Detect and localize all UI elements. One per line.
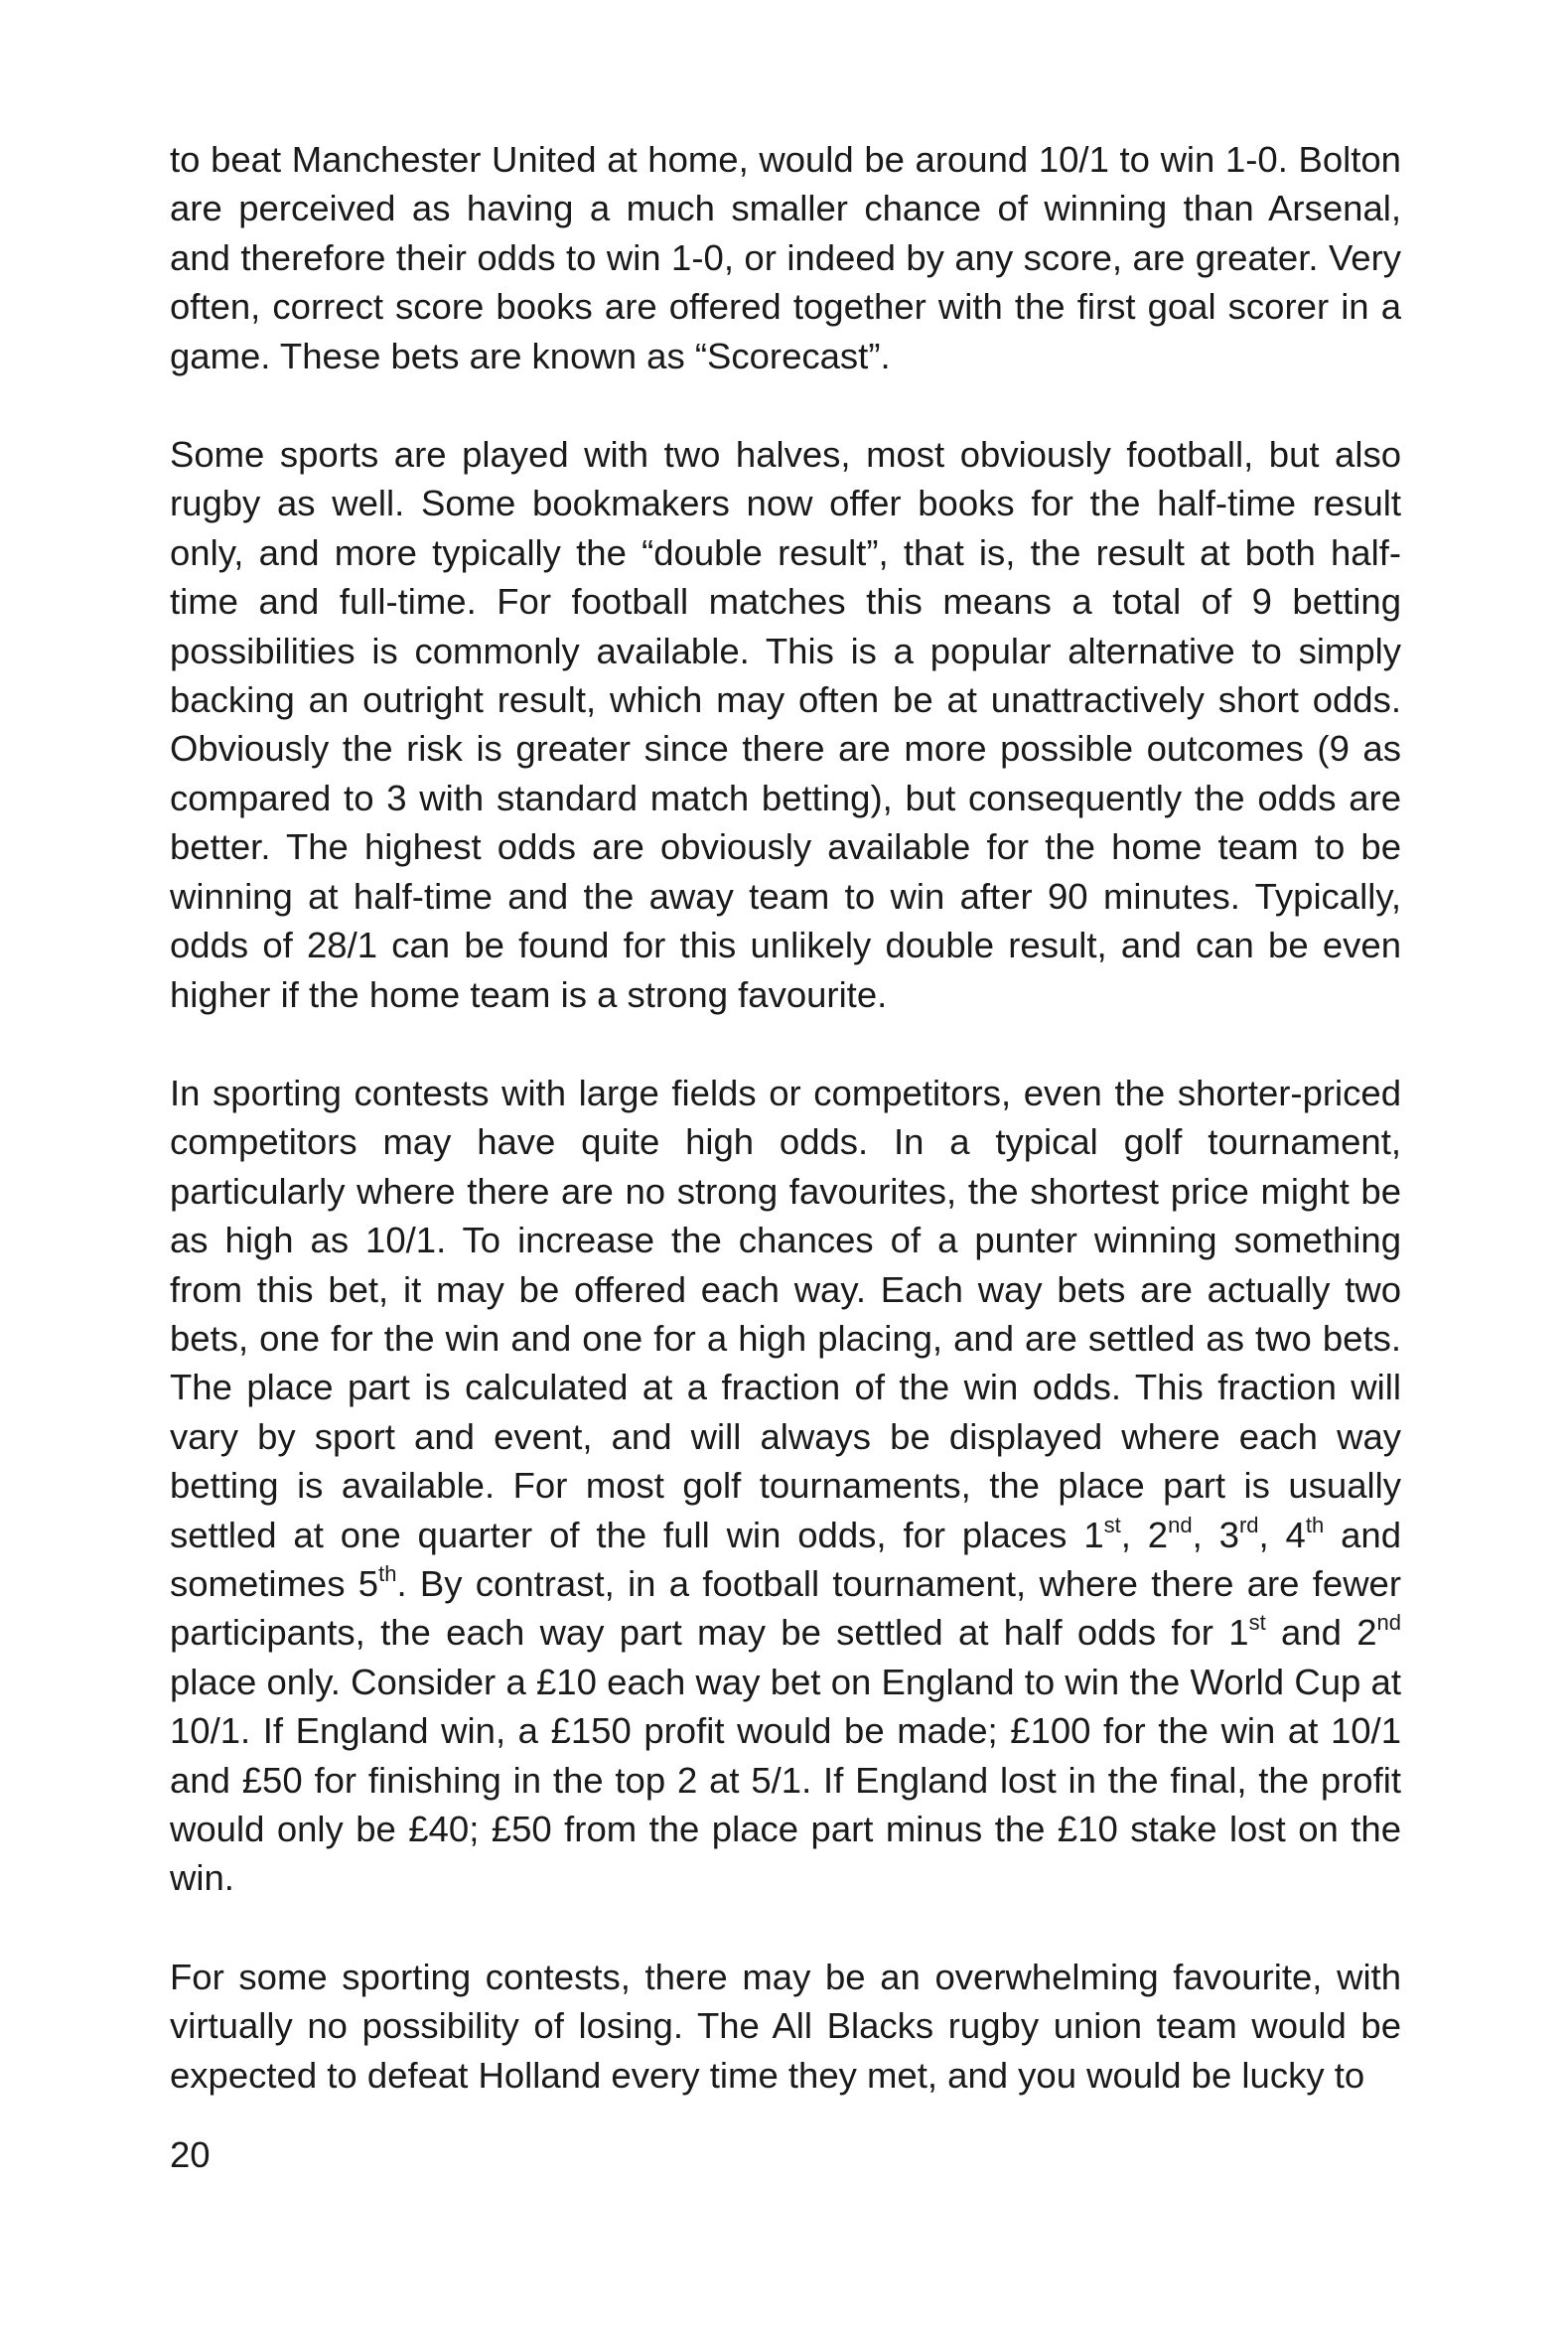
ordinal-suffix: th <box>378 1560 397 1586</box>
paragraph-2: Some sports are played with two halves, most obviously football, but also rugby as well. Some bookmakers now offer books for the half-time result only, and more typically the “double result”, that is, the result at both half-time and full-time. For football matches this means a total of 9 betting possibilities is commonly available. This is a popular alternative to simply backing an outright result, which may often be at unattractively short odds. Obviously the risk is greater since there are more possible outcomes (9 as compared to 3 with standard match betting), but consequently the odds are better. The highest odds are obviously available for the home team to be winning at half-time and the away team to win after 90 minutes. Typically, odds of 28/1 can be found for this unlikely double result, and can be even higher if the home team is a strong favourite. <box>170 434 1401 1015</box>
paragraph-3 <box>170 1069 1401 1903</box>
ordinal-suffix: st <box>1103 1512 1121 1537</box>
paragraph-4: For some sporting contests, there may be an overwhelming favourite, with virtually no possibility of losing. The All Blacks rugby union team would be expected to defeat Holland every time they met, and you would be lucky to <box>170 1956 1401 2096</box>
ordinal-suffix: nd <box>1168 1512 1193 1537</box>
paragraph-3-text: In sporting contests with large fields or competitors, even the shorter-priced competitors may have quite high odds. In a typical golf tournament, particularly where there are no strong favourites, the shortest price might be as high as 10/1. To increase the chances of a punter winning something from this bet, it may be offered each way. Each way bets are actually two bets, one for the win and one for a high placing, and are settled as two bets. The place part is calculated at a fraction of the win odds. This fraction will vary by sport and event, and will always be displayed where each way betting is available. For most golf tournaments, the place part is usually settled at one quarter of the full win odds, for places 1 <box>170 1072 1401 1555</box>
page-body <box>170 135 1401 2100</box>
paragraph-3-text: , 4 <box>1258 1514 1306 1555</box>
paragraph-1: to beat Manchester United at home, would be around 10/1 to win 1-0. Bolton are perceived as having a much smaller chance of winning than Arsenal, and therefore their odds to win 1-0, or indeed by any score, are greater. Very often, correct score books are offered together with the first goal scorer in a game. These bets are known as “Scorecast”. <box>170 139 1401 376</box>
ordinal-suffix: nd <box>1376 1610 1401 1636</box>
ordinal-suffix: st <box>1248 1610 1266 1636</box>
paragraph-3-text: and 2 <box>1265 1612 1377 1654</box>
ordinal-suffix: rd <box>1238 1512 1259 1537</box>
paragraph-3-text: . By contrast, in a football tournament, where there are fewer participants, the each way part may be settled at half odds for 1 <box>170 1562 1402 1654</box>
page-number: 20 <box>170 2134 211 2175</box>
paragraph-3-text: and sometimes 5 <box>170 1514 1401 1604</box>
ordinal-suffix: th <box>1305 1512 1325 1537</box>
paragraph-3-text: , 3 <box>1192 1514 1239 1555</box>
paragraph-3-text: , 2 <box>1120 1514 1169 1555</box>
paragraph-3-text: place only. Consider a £10 each way bet on England to win the World Cup at 10/1. If England win, a £150 profit would be made; £100 for the win at 10/1 and £50 for finishing in the top 2 at 5/1. If England lost in the final, the profit would only be £40; £50 from the place part minus the £10 stake lost on the win. <box>170 1661 1401 1899</box>
